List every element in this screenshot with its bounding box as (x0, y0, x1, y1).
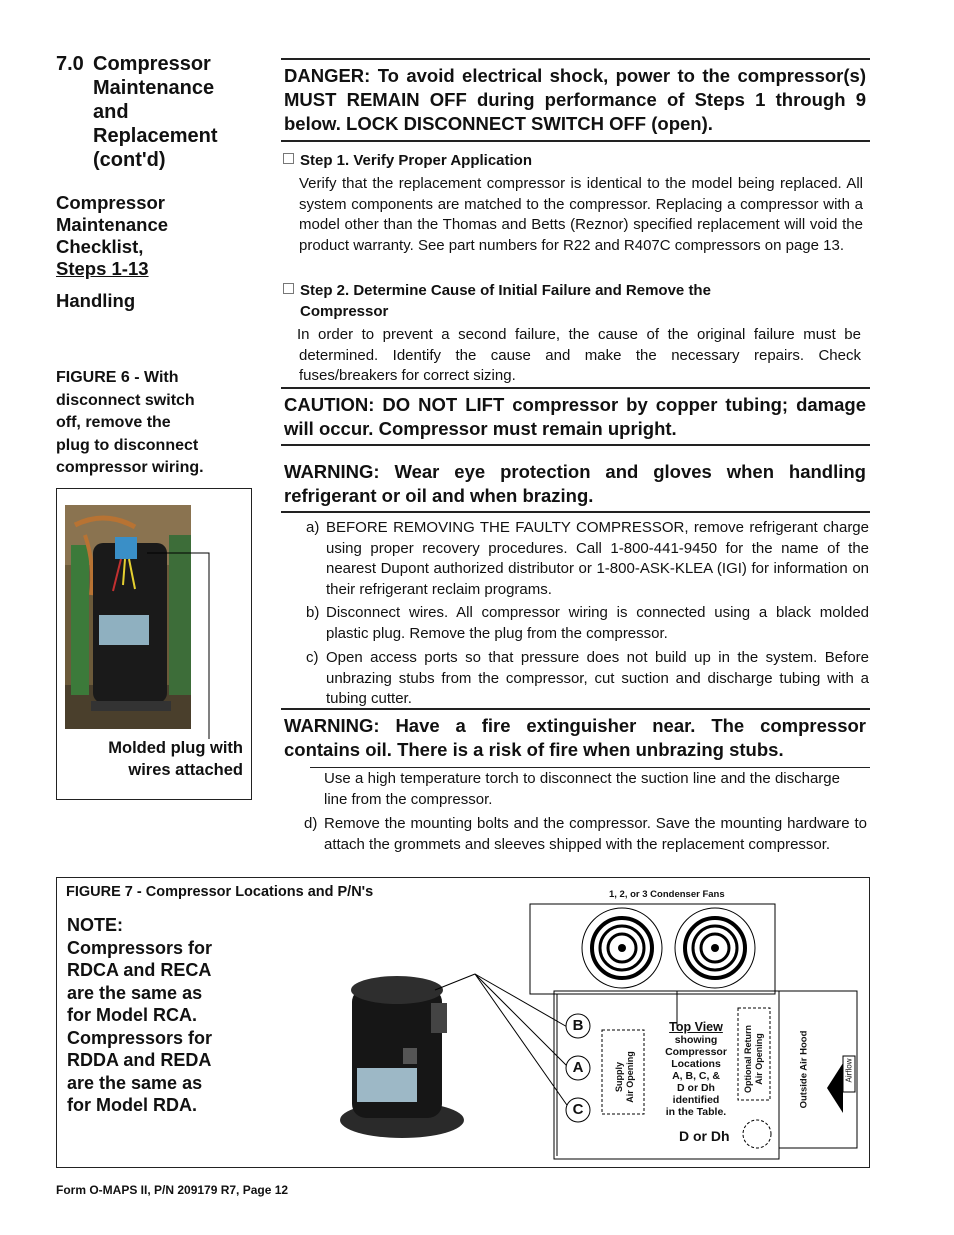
step2-heading: Step 2. Determine Cause of Initial Failure and Remove the Compressor (283, 280, 863, 322)
rule-warning2-top (281, 708, 870, 710)
location-a-label: A (572, 1059, 584, 1076)
rule-warning1 (281, 511, 870, 513)
airflow-label: Airflow (844, 1058, 854, 1083)
outside-hood-label: Outside Air Hood (798, 1030, 810, 1109)
list-item-c: c) Open access ports so that pressure does not build up in the system. Before unbrazing stubs from the compressor, cut suction and discharge tubing with a tubing cutter. (306, 649, 869, 708)
supply-opening-label: Supply Air Opening (614, 1051, 635, 1103)
return-opening-label: Optional Return Air Opening (743, 1025, 764, 1093)
warning-fire-notice: WARNING: Have a fire extinguisher near. The compressor contains oil. There is a risk of fire when unbrazing stubs. (284, 715, 866, 760)
figure6-box (56, 488, 252, 800)
rule-warning2-bottom (310, 767, 870, 768)
airflow-arrow-icon (827, 1063, 843, 1113)
section-title: 7.0 Compressor Maintenance and Replacement (cont'd) (56, 53, 218, 171)
step2-checkbox[interactable] (283, 283, 294, 294)
condenser-fans (582, 908, 755, 988)
step1-heading: Step 1. Verify Proper Application (283, 150, 532, 171)
fans-label: 1, 2, or 3 Condenser Fans (609, 889, 725, 900)
warning-eye-notice: WARNING: Wear eye protection and gloves when handling refrigerant or oil and when brazing. (284, 461, 866, 506)
figure6-caption: FIGURE 6 - With disconnect switch off, remove the plug to disconnect compressor wiring. (56, 369, 204, 476)
subsection-title: Compressor Maintenance Checklist, Steps 1-13 (56, 192, 169, 279)
figure6-label: Molded plug with wires attached (108, 739, 243, 779)
rule-caution-bottom (281, 444, 870, 446)
location-b-label: B (572, 1017, 584, 1034)
location-d-marker (743, 1120, 771, 1148)
list-item-d: d) Remove the mounting bolts and the compressor. Save the mounting hardware to attach the grommets and sleeves shipped with the replacement compressor. (304, 815, 867, 853)
rule-caution-top (281, 387, 870, 389)
step2-body: In order to prevent a second failure, the cause of the original failure must be determined. Identify the cause and make the necessary repairs. Check fuses/breakers for correct sizing. (297, 326, 861, 385)
list-item-c-continued: Use a high temperature torch to disconnect the suction line and the discharge line from the compressor. (324, 770, 840, 808)
danger-notice: DANGER: To avoid electrical shock, power to the compressor(s) MUST REMAIN OFF during performance of Steps 1 through 9 below. LOCK DISCONNECT SWITCH OFF (open). (284, 65, 866, 134)
list-item-a: a) BEFORE REMOVING THE FAULTY COMPRESSOR, remove refrigerant charge using proper recovery procedures. Call 1-800-441-9450 for the name of the nearest Dupont authorized distributor or 1-800-ASK-KLEA (IGI) for information on their refrigerant reclaim programs. (306, 519, 869, 598)
caution-notice: CAUTION: DO NOT LIFT compressor by copper tubing; damage will occur. Compressor must remain upright. (284, 394, 866, 439)
compressor-image (340, 976, 464, 1138)
top-view-label: Top View showing Compressor Locations A, B, C, & D or Dh identified in the Table. (665, 1020, 727, 1118)
section-number: 7.0 (56, 53, 84, 75)
list-item-b: b) Disconnect wires. All compressor wiring is connected using a black molded plastic plug. Remove the plug from the compressor. (306, 604, 869, 642)
step1-body: Verify that the replacement compressor is identical to the model being replaced. All system components are matched to the compressor. Replacing a compressor with a model other than the Thomas and Betts (Reznor) specified replacement will void the product warranty. See part numbers for R22 and R407C compressors on page 13. (299, 175, 863, 254)
figure7-caption: FIGURE 7 - Compressor Locations and P/N's (66, 884, 374, 900)
rule-danger (281, 140, 870, 142)
page-footer: Form O-MAPS II, P/N 209179 R7, Page 12 (56, 1183, 289, 1197)
location-c-label: C (572, 1101, 584, 1118)
rule-top (281, 58, 870, 60)
figure7-note: NOTE: Compressors for RDCA and RECA are the same as for Model RCA. Compressors for RDDA and REDA are the same as for Model RDA. (67, 915, 213, 1115)
location-d-label: D or Dh (679, 1128, 730, 1144)
figure6-callout-line (147, 549, 217, 739)
step1-checkbox[interactable] (283, 153, 294, 164)
steps-link: Steps 1-13 (56, 258, 149, 279)
figure7-box (56, 877, 870, 1168)
handling-heading: Handling (56, 290, 136, 311)
